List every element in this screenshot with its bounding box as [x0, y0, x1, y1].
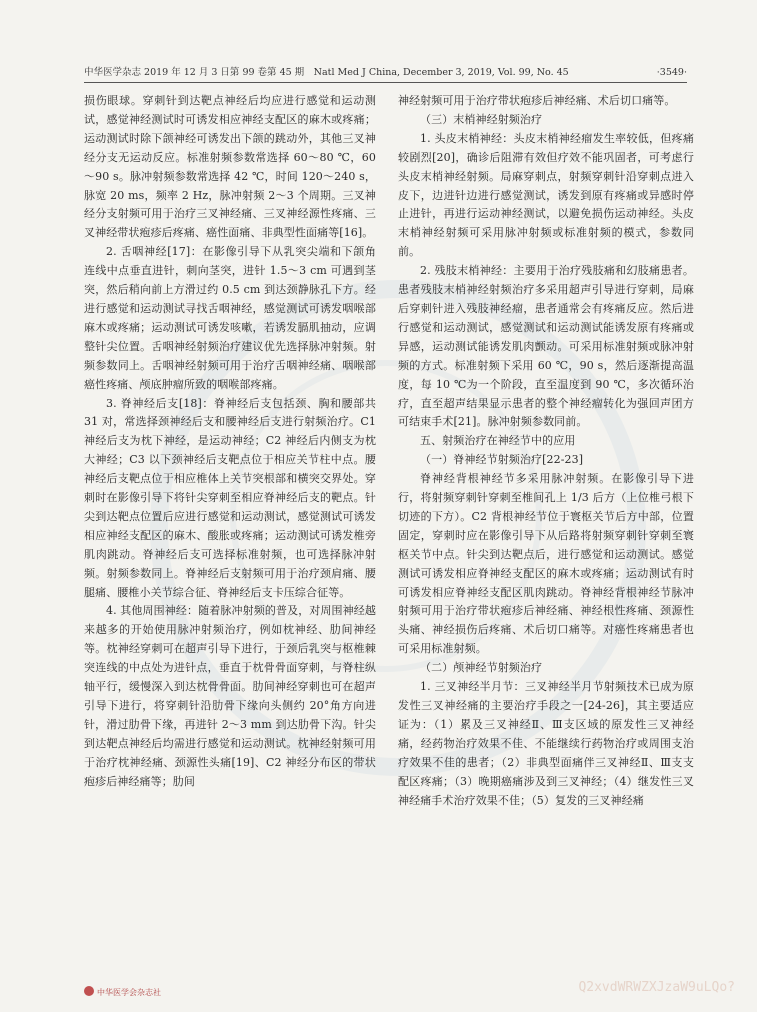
publisher-logo-icon	[84, 986, 94, 996]
paragraph: 2. 舌咽神经[17]：在影像引导下从乳突尖端和下颌角连线中点垂直进针，刺向茎突，进针 1.5～3 cm 可遇到茎突，然后稍向前上方滑过约 0.5 cm 到达颈静脉孔下方。经进行感觉和运动测试寻找舌咽神经，感觉测试可诱发咽喉部麻木或疼痛；运动测试可诱发咳嗽，若诱发膈肌抽动，应调整针尖位置。舌咽神经射频治疗建议优先选择脉冲射频。射频参数同上。舌咽神经射频可用于治疗舌咽神经痛、咽喉部癌性疼痛、颅底肿瘤所致的咽喉部疼痛。	[84, 245, 376, 391]
section-heading: （二）颅神经节射频治疗	[420, 661, 543, 675]
journal-citation: 中华医学杂志 2019 年 12 月 3 日第 99 卷第 45 期 Natl Med J China, December 3, 2019, Vol. 99, No. 45	[84, 67, 569, 78]
paragraph: 脊神经背根神经节多采用脉冲射频。在影像引导下进行，将射频穿刺针穿刺至椎间孔上 1/3 后方（上位椎弓根下切迹的下方）。C2 背根神经节位于寰枢关节后方中部，位置固定，穿刺时应在影像引导下从后路将射频穿刺针穿刺至寰枢关节中点。针尖到达靶点后，进行感觉和运动测试。感觉测试可诱发相应脊神经支配区的麻木或疼痛；运动测试有时可诱发相应脊神经支配区肌肉跳动。脊神经背根神经节脉冲射频可用于治疗带状疱疹后神经痛、神经根性疼痛、颈源性头痛、神经损伤后疼痛、术后切口痛等。对癌性疼痛患者也可采用标准射频。	[398, 472, 694, 656]
section-heading: （三）末梢神经射频治疗	[420, 112, 543, 126]
paragraph: 4. 其他周围神经：随着脉冲射频的普及，对周围神经越来越多的开始使用脉冲射频治疗，例如枕神经、肋间神经等。枕神经穿刺可在超声引导下进行，于颈后乳突与枢椎棘突连线的中点处为进针点，垂直于枕骨骨面穿刺，与脊柱纵轴平行，缓慢深入到达枕骨骨面。肋间神经穿刺也可在超声引导下进行，将穿刺针沿肋骨下缘向头侧约 20°角方向进针，滑过肋骨下缘，再进针 2～3 mm 到达肋骨下沟。针尖到达靶点神经后均需进行感觉和运动测试。枕神经射频可用于治疗枕神经痛、颈源性头痛[19]、C2 神经分布区的带状疱疹后神经痛等；肋间	[84, 604, 376, 788]
section-heading: 五、射频治疗在神经节中的应用	[420, 434, 576, 448]
publisher-logo-text: 中华医学会杂志社	[97, 988, 161, 997]
publisher-logo	[84, 986, 161, 998]
right-text-column	[398, 92, 694, 810]
paragraph: 2. 残肢末梢神经：主要用于治疗残肢痛和幻肢痛患者。患者残肢末梢神经射频治疗多采用超声引导进行穿刺，局麻后穿刺针进入残肢神经瘤，患者通常会有疼痛反应。然后进行感觉和运动测试，感觉测试和运动测试能诱发原有疼痛或异感，运动测试能诱发肌肉颤动。可采用标准射频或脉冲射频的方式。标准射频下采用 60 ℃，90 s，然后逐渐提高温度，每 10 ℃为一个阶段，直至温度到 90 ℃，多次循环治疗，直至超声结果显示患者的整个神经瘤转化为强回声团方可结束手术[21]。脉冲射频参数同前。	[398, 264, 694, 429]
paragraph: 3. 脊神经后支[18]：脊神经后支包括颈、胸和腰部共 31 对，常选择颈神经后支和腰神经后支进行射频治疗。C1 神经后支为枕下神经，是运动神经；C2 神经后内侧支为枕大神经；C3 以下颈神经后支靶点位于相应关节柱中点。腰神经后支靶点位于相应椎体上关节突根部和横突交界处。穿刺时在影像引导下将针尖穿刺至相应脊神经后支的靶点。针尖到达靶点位置后应进行感觉和运动测试，感觉测试可诱发相应神经支配区的麻木、酸胀或疼痛；运动测试可诱发椎旁肌肉跳动。脊神经后支可选择标准射频，也可选择脉冲射频。射频参数同上。脊神经后支射频可用于治疗颈肩痛、腰腿痛、腰椎小关节综合征、脊神经后支卡压综合征等。	[84, 396, 376, 599]
paragraph: 1. 头皮末梢神经：头皮末梢神经瘤发生率较低，但疼痛较剧烈[20]，确诊后阻滞有效但疗效不能巩固者，可考虑行头皮末梢神经射频。局麻穿刺点，射频穿刺针沿穿刺点进入皮下，边进针边进行感觉测试，诱发到原有疼痛或异感时停止进针，再进行运动神经测试，以避免损伤运动神经。头皮末梢神经射频可采用脉冲射频或标准射频的模式，参数同前。	[398, 131, 694, 259]
page-number: ·3549·	[656, 67, 687, 78]
paragraph: 神经射频可用于治疗带状疱疹后神经痛、术后切口痛等。	[398, 94, 676, 107]
running-header	[84, 66, 687, 83]
section-heading: （一）脊神经节射频治疗[22-23]	[420, 453, 584, 467]
paragraph: 损伤眼球。穿刺针到达靶点神经后均应进行感觉和运动测试，感觉神经测试时可诱发相应神经支配区的麻木或疼痛；运动测试时除下颌神经可诱发出下颌的跳动外，其他三叉神经分支无运动反应。标准射频参数常选择 60～80 ℃，60～90 s。脉冲射频参数常选择 42 ℃，时间 120～240 s，脉宽 20 ms，频率 2 Hz，脉冲射频 2～3 个周期。三叉神经分支射频可用于治疗三叉神经痛、三叉神经源性疼痛、三叉神经带状疱疹后疼痛、癌性面痛、非典型性面痛等[16]。	[84, 94, 376, 240]
watermark-code: Q2xvdWRWZXJzaW9uLQo?	[578, 980, 735, 995]
paragraph: 1. 三叉神经半月节：三叉神经半月节射频技术已成为原发性三叉神经痛的主要治疗手段之一[24-26]，其主要适应证为：（1）累及三叉神经Ⅱ、Ⅲ支区域的原发性三叉神经痛，经药物治疗效果不佳、不能继续行药物治疗或周围支治疗效果不佳的患者；（2）非典型面痛伴三叉神经Ⅱ、Ⅲ支支配区疼痛；（3）晚期癌痛涉及到三叉神经；（4）继发性三叉神经痛手术治疗效果不佳；（5）复发的三叉神经痛	[398, 680, 694, 807]
left-text-column	[84, 92, 376, 792]
